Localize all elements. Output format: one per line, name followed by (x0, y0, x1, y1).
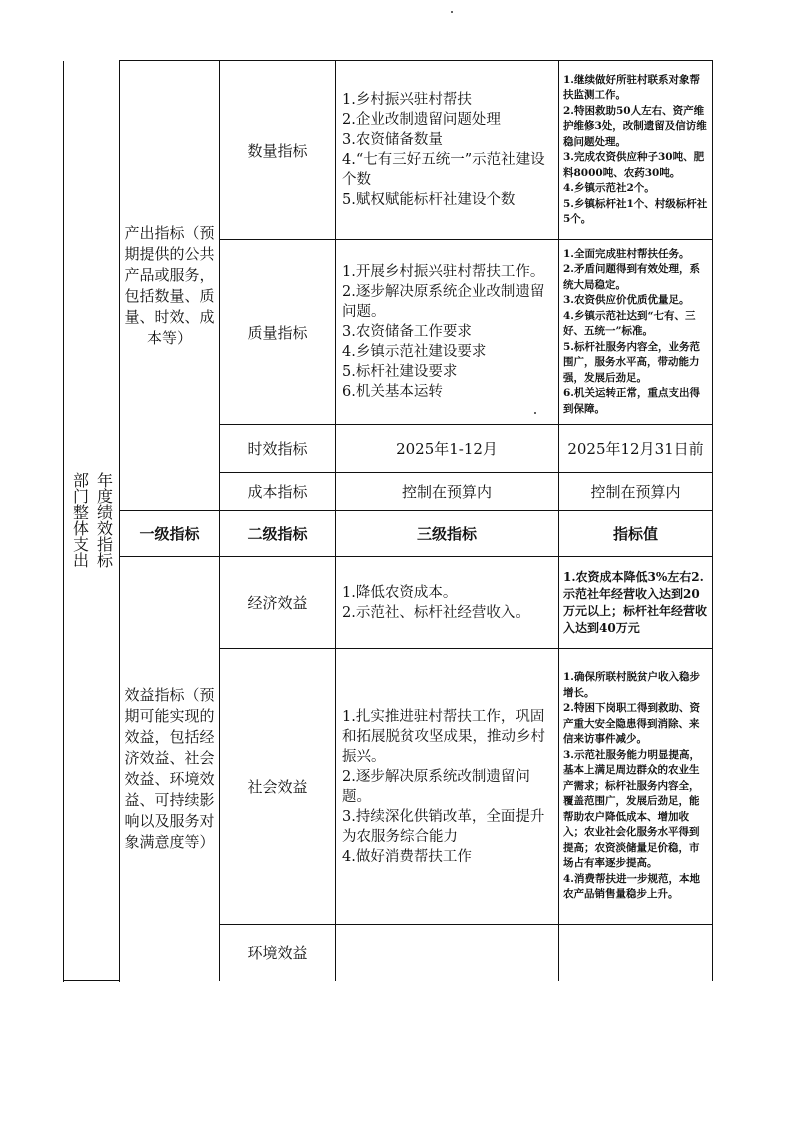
quantity-level3 (336, 61, 559, 240)
text-line: 4.“七有三好五统一”示范社建设个数 (342, 152, 545, 188)
economic-level3 (336, 557, 559, 649)
output-indicator-label: 产出指标（预期提供的公共产品或服务，包括数量、质量、时效、成本等） (120, 61, 220, 511)
text-line: 3.示范社服务能力明显提高，基本上满足周边群众的农业生产需求；标杆社服务内容全，覆盖范围广，发展后劲足，能帮助农户降低成本、增加收入；农业社会化服务水平得到提高；农资淡储量足价稳，市场占有率逐步提高。 (563, 748, 700, 870)
cost-level3: 控制在预算内 (336, 473, 559, 511)
dept-label-left: 部门整体支出 (70, 472, 90, 569)
row-header (64, 511, 713, 557)
quality-indicator-label: 质量指标 (220, 240, 336, 425)
quantity-indicator-label: 数量指标 (220, 61, 336, 240)
economic-indicator-label: 经济效益 (220, 557, 336, 649)
cost-value: 控制在预算内 (559, 473, 713, 511)
text-line: 6.机关运转正常，重点支出得到保障。 (563, 387, 700, 415)
text-line: 5.赋权赋能标杆社建设个数 (342, 192, 516, 208)
text-line: 1.继续做好所驻村联系对象帮扶监测工作。 (563, 73, 700, 101)
text-line: 2.特困救助50人左右、资产维护维修3处，改制遗留及信访维稳问题处理。 (563, 104, 707, 148)
text-line: 1.扎实推进驻村帮扶工作，巩固和拓展脱贫攻坚成果，推动乡村振兴。 (342, 708, 545, 765)
text-line: 1.全面完成驻村帮扶任务。 (563, 247, 690, 260)
text-line: 2.示范社、标杆社经营收入。 (342, 604, 530, 621)
text-line: 2.矛盾问题得到有效处理，系统大局稳定。 (563, 263, 700, 291)
text-line: 2.逐步解决原系统企业改制遗留问题。 (342, 284, 545, 320)
row-economic (64, 557, 713, 649)
timeliness-level3: 2025年1-12月 (336, 425, 559, 473)
text-line: 3.农资储备数量 (342, 132, 443, 148)
text-line: 4.乡镇示范社2个。 (563, 182, 655, 194)
environmental-value (559, 925, 713, 981)
text-line: 2.特困下岗职工得到救助、资产重大安全隐患得到消除、来信来访事件减少。 (563, 702, 700, 746)
text-line: 3.完成农资供应种子30吨、肥料8000吨、农药30吨。 (563, 151, 705, 179)
social-level3 (336, 649, 559, 925)
quantity-value (559, 61, 713, 240)
cost-indicator-label: 成本指标 (220, 473, 336, 511)
text-line: 5.标杆社服务内容全，业务范围广，服务水平高，带动能力强，发展后劲足。 (563, 340, 700, 384)
text-line: 1.确保所联村脱贫户收入稳步增长。 (563, 671, 700, 699)
benefit-level1-cell (120, 557, 220, 981)
text-line: 4.做好消费帮扶工作 (342, 848, 472, 865)
environmental-level3 (336, 925, 559, 981)
text-line: 1.开展乡村振兴驻村帮扶工作。 (342, 264, 545, 280)
environmental-indicator-label: 环境效益 (220, 925, 336, 981)
header-level3: 三级指标 (336, 511, 559, 557)
scan-speck (451, 11, 453, 13)
row-quantity (64, 61, 713, 240)
dept-annual-indicator-cell (64, 61, 120, 981)
dept-label-right: 年度绩效指标 (94, 472, 114, 569)
header-value: 指标值 (559, 511, 713, 557)
text-line: 2.逐步解决原系统改制遗留问题。 (342, 768, 530, 805)
text-line: 4.消费帮扶进一步规范，本地农产品销售量稳步上升。 (563, 872, 700, 901)
quality-level3 (336, 240, 559, 425)
text-line: 1.降低农资成本。 (342, 584, 458, 601)
text-line: 1.乡村振兴驻村帮扶 (342, 92, 472, 108)
benefit-indicator-label: 效益指标（预期可能实现的效益，包括经济效益、社会效益、环境效益、可持续影响以及服务对象满意度等） (124, 685, 215, 851)
economic-value: 1.农资成本降低3%左右2.示范社年经营收入达到20万元以上；标杆社年经营收入达到40万元 (559, 557, 713, 649)
quality-value (559, 240, 713, 425)
header-level1: 一级指标 (120, 511, 220, 557)
social-value (559, 649, 713, 925)
social-indicator-label: 社会效益 (220, 649, 336, 925)
timeliness-indicator-label: 时效指标 (220, 425, 336, 473)
text-line: 6.机关基本运转 (342, 384, 443, 400)
text-line: 3.农资储备工作要求 (342, 324, 472, 340)
text-line: 2.企业改制遗留问题处理 (342, 112, 501, 128)
header-level2: 二级指标 (220, 511, 336, 557)
text-line: 4.乡镇示范社建设要求 (342, 344, 487, 360)
performance-indicator-table (63, 60, 713, 981)
text-line: 3.持续深化供销改革，全面提升为农服务综合能力 (342, 808, 545, 845)
text-line: 4.乡镇示范社达到“七有、三好、五统一”标准。 (563, 309, 696, 338)
text-line: 5.标杆社建设要求 (342, 364, 458, 380)
text-line: 3.农资供应价优质优量足。 (563, 294, 690, 307)
timeliness-value: 2025年12月31日前 (559, 425, 713, 473)
text-line: 5.乡镇标杆社1个、村级标杆社5个。 (563, 197, 708, 225)
